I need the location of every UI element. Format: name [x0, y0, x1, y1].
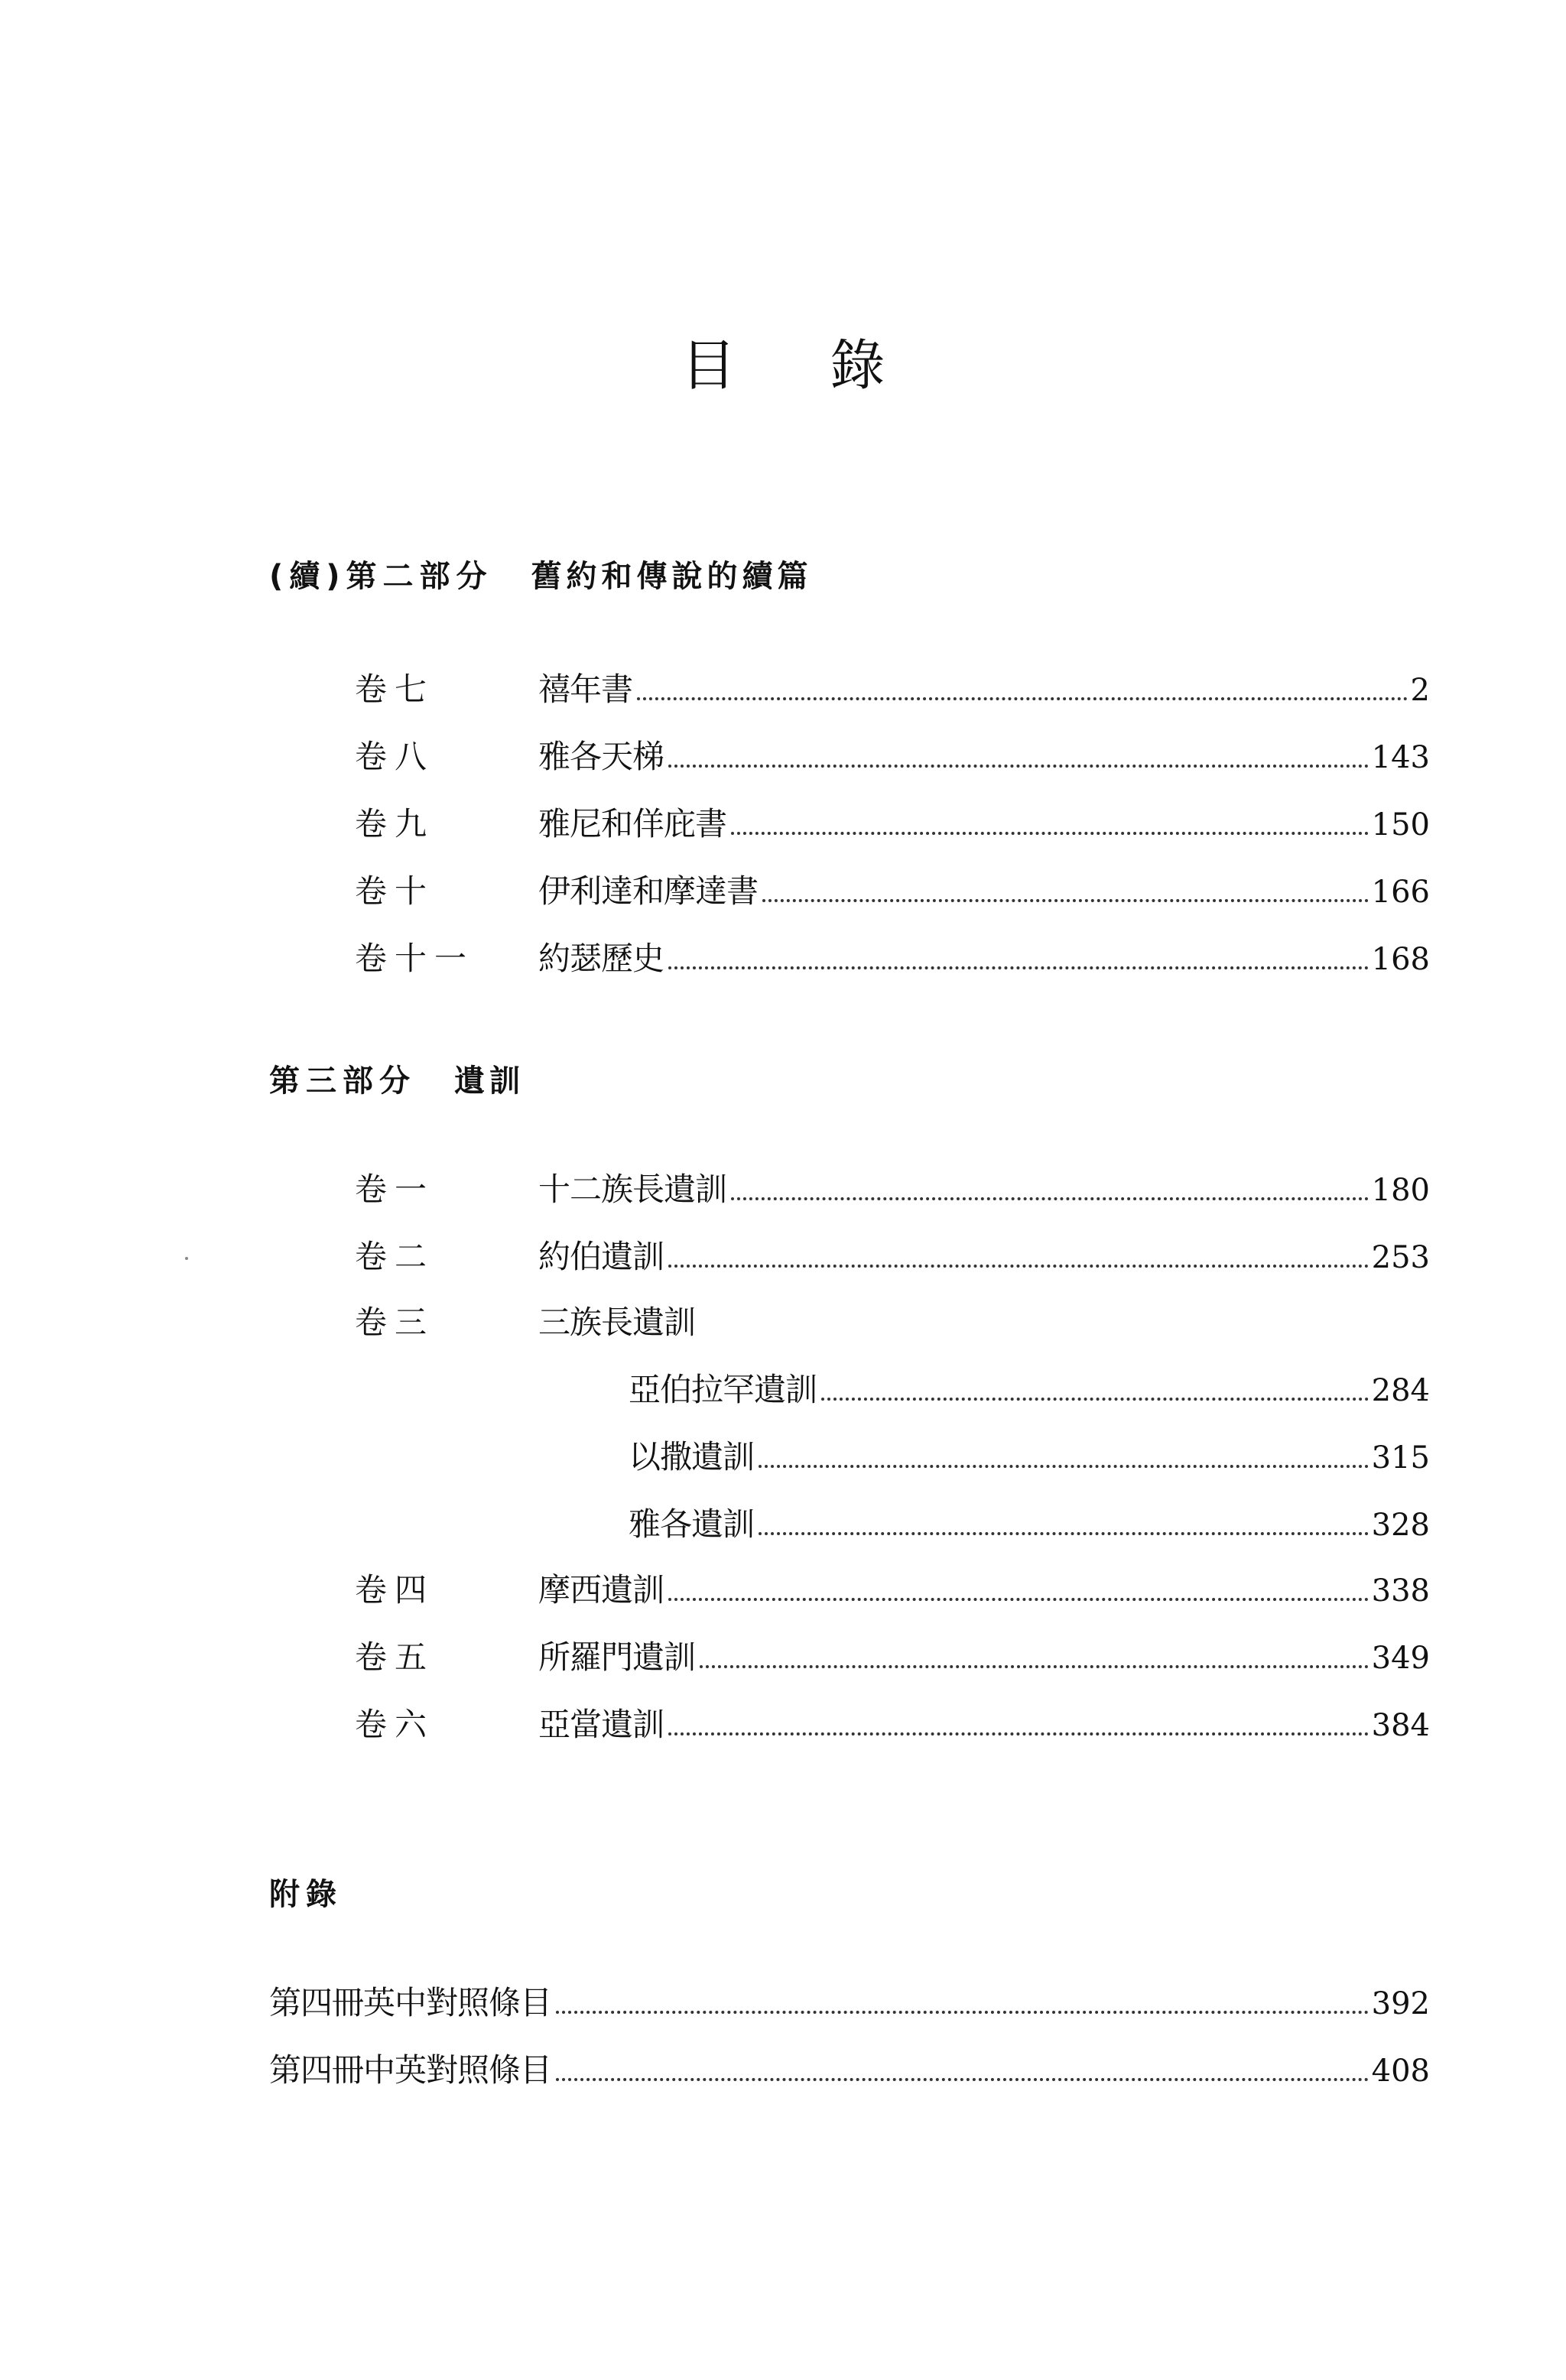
toc-row[interactable] [269, 1234, 1430, 1280]
dot-leader [759, 1465, 1369, 1468]
toc-entry [629, 1502, 1430, 1548]
entry-title: 三族長遺訓 [538, 1304, 696, 1341]
toc-entry [538, 1300, 695, 1346]
page-number: 315 [1371, 1440, 1430, 1476]
part2-heading [269, 552, 813, 596]
entry-title: 摩西遺訓 [538, 1571, 664, 1609]
volume-label: 卷六 [355, 1706, 435, 1743]
volume-label: 卷九 [355, 805, 435, 843]
entry-title: 雅各天梯 [538, 738, 664, 775]
toc-entry [538, 936, 1430, 982]
dot-leader [731, 1197, 1369, 1200]
part3-subtitle: 遺訓 [454, 1063, 525, 1099]
toc-row[interactable] [269, 1434, 1430, 1480]
entry-title: 亞伯拉罕遺訓 [629, 1371, 817, 1408]
toc-entry [538, 1702, 1430, 1748]
part2-subtitle: 舊約和傳說的續篇 [531, 559, 813, 594]
toc-entry [538, 1567, 1430, 1614]
page-number: 253 [1371, 1240, 1430, 1275]
volume-label: 卷三 [355, 1304, 435, 1341]
entry-title: 約瑟歷史 [538, 940, 664, 977]
page-number: 166 [1371, 875, 1430, 910]
entry-title: 第四冊中英對照條目 [269, 2051, 552, 2089]
toc-entry [538, 801, 1430, 848]
dot-leader [762, 899, 1369, 902]
page-number: 180 [1371, 1173, 1430, 1208]
toc-entry [538, 1635, 1430, 1681]
page-number: 408 [1371, 2054, 1430, 2089]
entry-title: 伊利達和摩達書 [538, 872, 759, 910]
page-number: 338 [1371, 1573, 1430, 1609]
dot-leader [731, 832, 1369, 835]
part3-label: 第三部分 [269, 1063, 416, 1099]
page-number: 143 [1371, 740, 1430, 775]
toc-row[interactable] [269, 734, 1430, 780]
volume-label: 卷八 [355, 738, 435, 775]
toc-entry [269, 2047, 1430, 2094]
page-number: 150 [1371, 807, 1430, 843]
entry-title: 雅各遺訓 [629, 1505, 755, 1543]
toc-row[interactable] [269, 1567, 1430, 1613]
volume-label: 卷十 [355, 872, 435, 910]
toc-entry [269, 1980, 1430, 2027]
toc-row[interactable] [269, 936, 1430, 982]
toc-row[interactable] [269, 2047, 1430, 2093]
page-number: 384 [1371, 1708, 1430, 1743]
dot-leader [556, 2078, 1369, 2081]
dot-leader [668, 1598, 1369, 1601]
page-number: 392 [1371, 1986, 1430, 2021]
part3-heading [269, 1057, 525, 1100]
volume-label: 卷四 [355, 1571, 435, 1609]
dot-leader [700, 1665, 1369, 1668]
toc-entry [629, 1367, 1430, 1414]
toc-entry [538, 869, 1430, 915]
page-number: 2 [1410, 673, 1430, 708]
dot-leader [668, 765, 1369, 768]
page-number: 349 [1371, 1641, 1430, 1676]
dot-leader [556, 2011, 1369, 2014]
toc-row[interactable] [269, 1167, 1430, 1213]
toc-row[interactable] [269, 1502, 1430, 1547]
toc-entry [629, 1434, 1430, 1481]
appendix-label: 附錄 [269, 1877, 343, 1912]
toc-row[interactable] [269, 801, 1430, 847]
toc-row[interactable] [269, 1635, 1430, 1680]
page-number: 284 [1371, 1373, 1430, 1408]
toc-row[interactable] [269, 1980, 1430, 2026]
scan-speck [185, 1257, 188, 1260]
dot-leader [668, 1732, 1369, 1735]
entry-title: 第四冊英中對照條目 [269, 1984, 552, 2021]
page-number: 168 [1371, 942, 1430, 977]
toc-row[interactable] [269, 667, 1430, 713]
toc-entry [538, 1234, 1430, 1281]
toc-entry [538, 734, 1430, 781]
entry-title: 以撒遺訓 [629, 1438, 755, 1476]
dot-leader [668, 966, 1369, 969]
toc-entry [538, 667, 1430, 713]
toc-row[interactable] [269, 1702, 1430, 1748]
entry-title: 雅尼和佯庇書 [538, 805, 727, 843]
entry-title: 亞當遺訓 [538, 1706, 664, 1743]
page-number: 328 [1371, 1508, 1430, 1543]
dot-leader [637, 697, 1408, 700]
entry-title: 禧年書 [538, 670, 633, 708]
entry-title: 十二族長遺訓 [538, 1171, 727, 1208]
toc-row[interactable] [269, 1367, 1430, 1413]
toc-entry [538, 1167, 1430, 1213]
dot-leader [759, 1532, 1369, 1535]
appendix-heading [269, 1870, 343, 1914]
dot-leader [821, 1398, 1369, 1401]
volume-label: 卷二 [355, 1238, 435, 1275]
dot-leader [668, 1265, 1369, 1268]
volume-label: 卷五 [355, 1638, 435, 1676]
entry-title: 所羅門遺訓 [538, 1638, 696, 1676]
volume-label: 卷一 [355, 1171, 435, 1208]
toc-row[interactable] [269, 869, 1430, 914]
part2-label: (續)第二部分 [269, 559, 493, 594]
entry-title: 約伯遺訓 [538, 1238, 664, 1275]
page-title: 目 錄 [681, 333, 924, 398]
toc-row[interactable] [269, 1300, 1430, 1346]
volume-label: 卷十一 [355, 940, 475, 977]
volume-label: 卷七 [355, 670, 435, 708]
